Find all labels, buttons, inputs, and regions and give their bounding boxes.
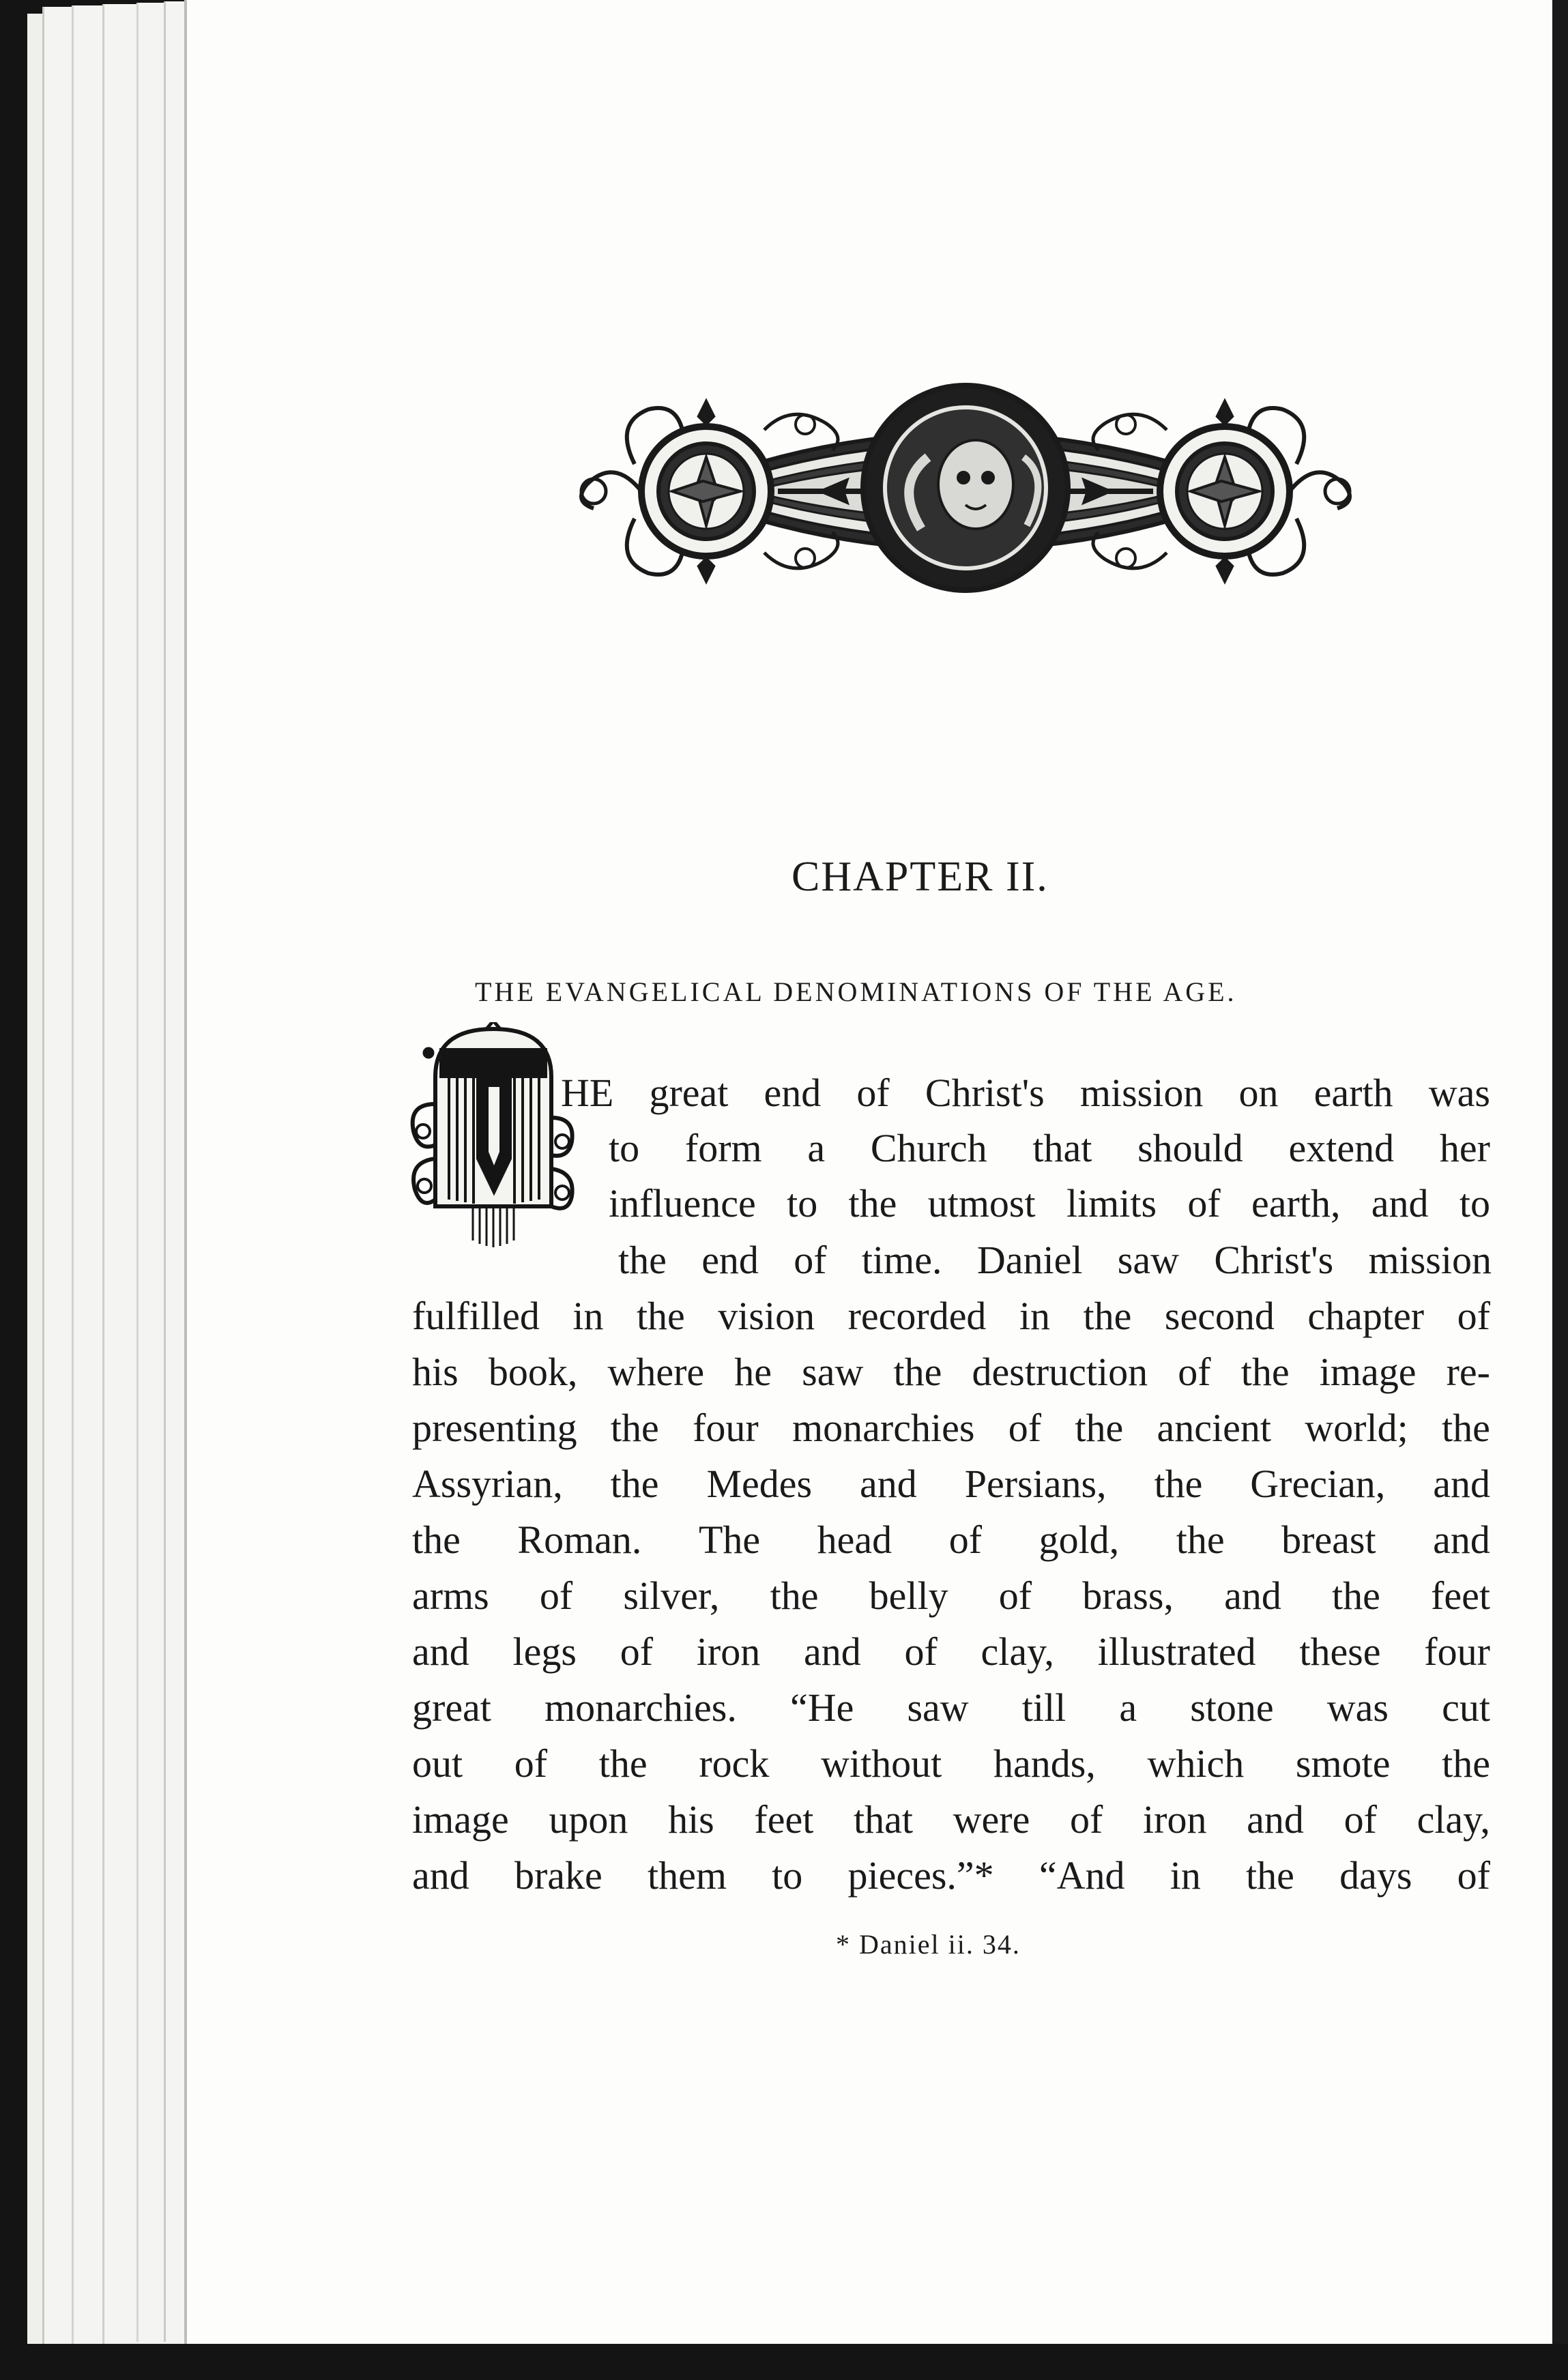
- word: to: [772, 1853, 803, 1898]
- word: saw: [802, 1350, 864, 1394]
- word: and: [803, 1629, 861, 1674]
- word: form: [684, 1126, 762, 1170]
- word: a: [1119, 1685, 1137, 1730]
- word: stone: [1190, 1685, 1274, 1730]
- word: Grecian,: [1250, 1462, 1386, 1506]
- word: feet: [1431, 1573, 1490, 1618]
- word: book,: [488, 1350, 578, 1394]
- word: second: [1164, 1294, 1275, 1338]
- word: of: [1457, 1853, 1490, 1898]
- text-line: [412, 1795, 1490, 1845]
- word: brake: [514, 1853, 602, 1898]
- word: of: [856, 1071, 890, 1115]
- word: gold,: [1039, 1518, 1120, 1562]
- word: ancient: [1157, 1406, 1271, 1450]
- scan-border-bottom: [0, 2344, 1568, 2380]
- word: the: [1154, 1462, 1203, 1506]
- word: mission: [1368, 1238, 1492, 1282]
- word: hands,: [993, 1741, 1096, 1786]
- word: the: [1442, 1406, 1490, 1450]
- word: and: [1247, 1797, 1304, 1842]
- word: end: [764, 1071, 822, 1115]
- word: his: [412, 1350, 459, 1394]
- word: of: [998, 1573, 1032, 1618]
- word: he: [734, 1350, 772, 1394]
- word: presenting: [412, 1406, 577, 1450]
- word: silver,: [623, 1573, 720, 1618]
- word: the: [770, 1573, 819, 1618]
- word: iron: [696, 1629, 761, 1674]
- word: that: [1032, 1126, 1092, 1170]
- word: in: [572, 1294, 604, 1338]
- word: recorded: [847, 1294, 987, 1338]
- word: iron: [1143, 1797, 1207, 1842]
- word: days: [1339, 1853, 1412, 1898]
- word: of: [1008, 1406, 1042, 1450]
- word: earth,: [1251, 1181, 1341, 1225]
- word: image: [412, 1797, 509, 1842]
- word: Persians,: [964, 1462, 1107, 1506]
- word: legs: [512, 1629, 577, 1674]
- word: four: [1424, 1629, 1490, 1674]
- text-line: [412, 1291, 1490, 1341]
- word: till: [1021, 1685, 1066, 1730]
- word: destruction: [972, 1350, 1148, 1394]
- word: these: [1299, 1629, 1381, 1674]
- word: the: [1240, 1350, 1290, 1394]
- word: and: [1433, 1462, 1490, 1506]
- word: the: [1083, 1294, 1132, 1338]
- word: belly: [869, 1573, 948, 1618]
- word: chapter: [1307, 1294, 1425, 1338]
- text-line: [412, 1571, 1490, 1621]
- text-line: [412, 1851, 1490, 1901]
- word: and: [412, 1629, 469, 1674]
- word: of: [1070, 1797, 1103, 1842]
- scan-border-right: [1552, 0, 1568, 2380]
- word: and: [412, 1853, 469, 1898]
- text-line: [412, 1403, 1490, 1453]
- word: four: [693, 1406, 759, 1450]
- word: clay,: [981, 1629, 1054, 1674]
- word: and: [1433, 1518, 1490, 1562]
- word: and: [1371, 1181, 1429, 1225]
- word: his: [668, 1797, 714, 1842]
- dropcap-initial-icon: [408, 1022, 579, 1247]
- word: influence: [609, 1181, 756, 1225]
- word: monarchies: [792, 1406, 975, 1450]
- word: re-: [1446, 1350, 1490, 1394]
- word: cut: [1442, 1685, 1490, 1730]
- word: image: [1319, 1350, 1417, 1394]
- word: mission: [1079, 1071, 1204, 1115]
- word: to: [1459, 1181, 1490, 1225]
- word: the: [412, 1518, 461, 1562]
- word: the: [610, 1462, 659, 1506]
- word: feet: [754, 1797, 814, 1842]
- word: without: [821, 1741, 942, 1786]
- word: the: [1075, 1406, 1124, 1450]
- word: HE: [561, 1071, 614, 1115]
- word: Church: [870, 1126, 987, 1170]
- word: the: [1442, 1741, 1490, 1786]
- word: the: [610, 1406, 659, 1450]
- word: where: [607, 1350, 705, 1394]
- word: to: [609, 1126, 640, 1170]
- word: rock: [699, 1741, 770, 1786]
- word: time.: [861, 1238, 942, 1282]
- word: the: [848, 1181, 897, 1225]
- word: the: [1176, 1518, 1225, 1562]
- word: which: [1147, 1741, 1245, 1786]
- word: vision: [718, 1294, 815, 1338]
- word: on: [1238, 1071, 1279, 1115]
- word: Christ's: [1214, 1238, 1334, 1282]
- word: breast: [1281, 1518, 1376, 1562]
- word: the: [1332, 1573, 1380, 1618]
- word: great: [412, 1685, 491, 1730]
- word: her: [1439, 1126, 1490, 1170]
- text-line: [412, 1347, 1490, 1397]
- text-line: [609, 1123, 1490, 1174]
- word: limits: [1066, 1181, 1157, 1225]
- word: monarchies.: [545, 1685, 737, 1730]
- word: fulfilled: [412, 1294, 540, 1338]
- word: of: [1344, 1797, 1377, 1842]
- word: the: [893, 1350, 942, 1394]
- text-line: [618, 1235, 1492, 1286]
- word: of: [1178, 1350, 1211, 1394]
- word: Daniel: [976, 1238, 1083, 1282]
- word: clay,: [1417, 1797, 1490, 1842]
- text-line: [412, 1739, 1490, 1789]
- word: “And: [1039, 1853, 1125, 1898]
- word: them: [647, 1853, 727, 1898]
- word: brass,: [1082, 1573, 1174, 1618]
- word: the: [1246, 1853, 1294, 1898]
- word: and: [860, 1462, 917, 1506]
- word: Medes: [706, 1462, 813, 1506]
- chapter-title: CHAPTER II.: [792, 854, 1049, 900]
- word: head: [817, 1518, 892, 1562]
- word: of: [539, 1573, 573, 1618]
- chapter-subtitle: THE EVANGELICAL DENOMINATIONS OF THE AGE.: [475, 976, 1237, 1007]
- word: should: [1137, 1126, 1243, 1170]
- word: were: [953, 1797, 1030, 1842]
- text-line: [609, 1178, 1490, 1229]
- word: that: [854, 1797, 913, 1842]
- word: end: [701, 1238, 759, 1282]
- word: The: [698, 1518, 761, 1562]
- word: utmost: [927, 1181, 1036, 1225]
- word: of: [948, 1518, 983, 1562]
- word: in: [1019, 1294, 1051, 1338]
- word: of: [1457, 1294, 1490, 1338]
- word: of: [514, 1741, 548, 1786]
- word: out: [412, 1741, 463, 1786]
- word: extend: [1288, 1126, 1395, 1170]
- word: earth: [1313, 1071, 1393, 1115]
- text-line: [561, 1068, 1490, 1118]
- word: Christ's: [925, 1071, 1045, 1115]
- word: of: [620, 1629, 654, 1674]
- footnote: * Daniel ii. 34.: [836, 1929, 1021, 1960]
- text-line: [412, 1683, 1490, 1733]
- text-line: [412, 1627, 1490, 1677]
- word: the: [636, 1294, 685, 1338]
- word: world;: [1305, 1406, 1408, 1450]
- word: was: [1326, 1685, 1389, 1730]
- word: great: [649, 1071, 729, 1115]
- word: in: [1170, 1853, 1201, 1898]
- word: saw: [1117, 1238, 1179, 1282]
- word: pieces.”*: [847, 1853, 994, 1898]
- word: illustrated: [1097, 1629, 1256, 1674]
- word: of: [794, 1238, 827, 1282]
- word: smote: [1295, 1741, 1391, 1786]
- word: of: [1187, 1181, 1221, 1225]
- word: upon: [549, 1797, 628, 1842]
- text-line: [412, 1515, 1490, 1565]
- word: and: [1224, 1573, 1281, 1618]
- word: Roman.: [517, 1518, 642, 1562]
- word: a: [807, 1126, 826, 1170]
- word: of: [904, 1629, 938, 1674]
- word: arms: [412, 1573, 489, 1618]
- ornament-headpiece-icon: [573, 382, 1358, 600]
- word: was: [1428, 1071, 1490, 1115]
- word: “He: [789, 1685, 854, 1730]
- word: the: [618, 1238, 667, 1282]
- word: to: [787, 1181, 818, 1225]
- word: saw: [907, 1685, 969, 1730]
- word: the: [598, 1741, 648, 1786]
- word: Assyrian,: [412, 1462, 563, 1506]
- text-line: [412, 1459, 1490, 1509]
